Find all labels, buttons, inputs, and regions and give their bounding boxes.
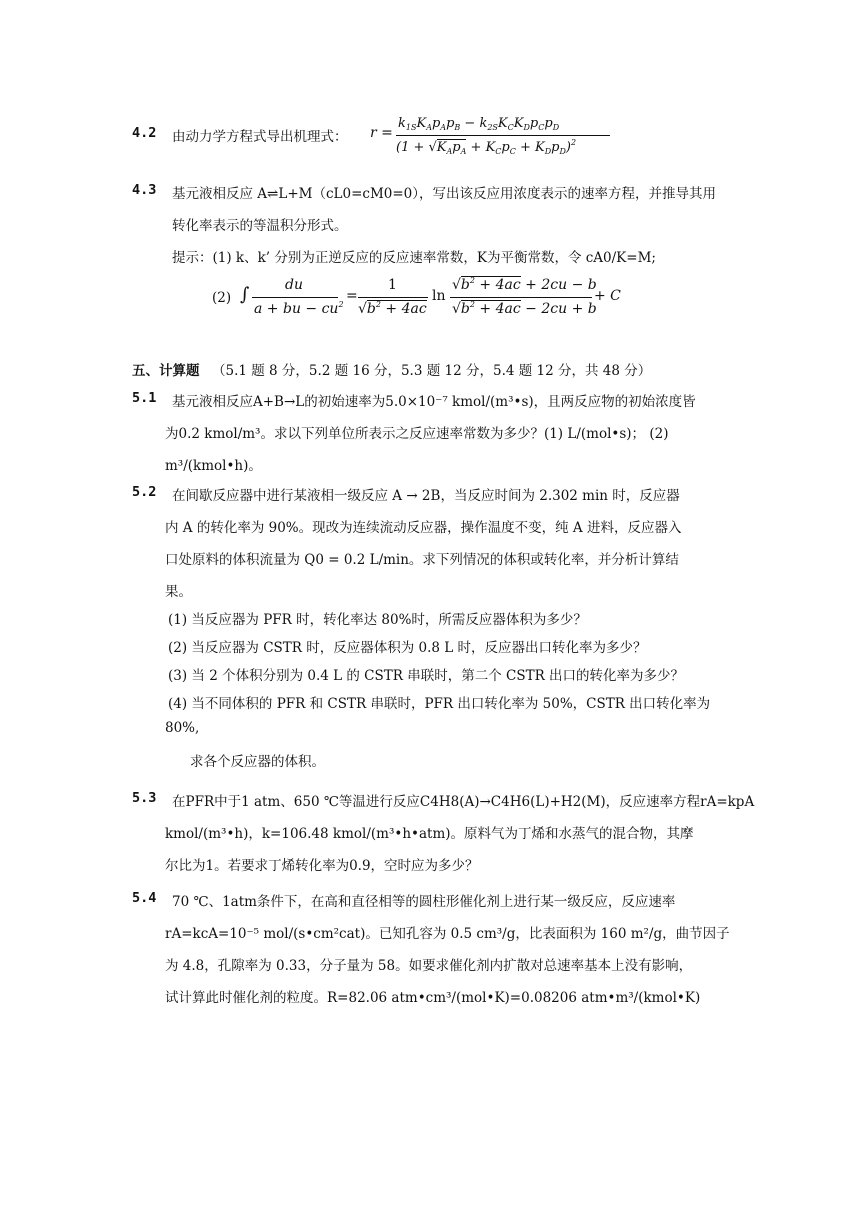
question-line-1: 基元液相反应 A⇌L+M（cL0=cM0=0），写出该反应用浓度表示的速率方程，并推导其用	[172, 186, 717, 202]
sub-question-4-end: 求各个反应器的体积。	[190, 754, 325, 770]
question-line-2: 为0.2 kmol/m³。求以下列单位所表示之反应速率常数为多少？(1) L/(mol•s)； (2)	[165, 426, 669, 442]
question-number: 5.3	[132, 790, 157, 806]
section-title: 五、计算题	[132, 363, 200, 379]
question-line-1: 70 ℃、1atm条件下，在高和直径相等的圆柱形催化剂上进行某一级反应，反应速率	[172, 894, 676, 910]
question-line-1: 在PFR中于1 atm、650 ℃等温进行反应C4H8(A)→C4H6(L)+H2(M)，反应速率方程rA=kpA	[172, 794, 755, 810]
sub-question-4: (4) 当不同体积的 PFR 和 CSTR 串联时，PFR 出口转化率为 50%，CSTR 出口转化率为	[168, 696, 711, 712]
sub-question-3: (3) 当 2 个体积分别为 0.4 L 的 CSTR 串联时，第二个 CSTR 出口的转化率为多少？	[168, 668, 685, 684]
question-line-3: 尔比为1。若要求丁烯转化率为0.9，空时应为多少？	[165, 858, 479, 874]
question-line-4: 果。	[165, 584, 192, 600]
question-number: 5.2	[132, 484, 157, 500]
sub-question-2: (2) 当反应器为 CSTR 时，反应器体积为 0.8 L 时，反应器出口转化率为多少？	[168, 640, 647, 656]
question-line-2: rA=kcA=10⁻⁵ mol/(s•cm²cat)。已知孔容为 0.5 cm³/g，比表面积为 160 m²/g，曲节因子	[165, 926, 730, 942]
question-line-1: 基元液相反应A+B→L的初始速率为5.0×10⁻⁷ kmol/(m³•s)，且两反应物的初始浓度皆	[172, 394, 696, 410]
question-line-3: 口处原料的体积流量为 Q0 = 0.2 L/min。求下列情况的体积或转化率，并分析计算结	[165, 552, 679, 568]
section-score-note: （5.1 题 8 分，5.2 题 16 分，5.3 题 12 分，5.4 题 12 分，共 48 分）	[212, 363, 652, 379]
question-text: 由动力学方程式导出机理式：	[172, 129, 348, 145]
question-line-2: 转化率表示的等温积分形式。	[172, 218, 348, 234]
question-line-2: kmol/(m³•h)，k=106.48 kmol/(m³•h•atm)。原料气为丁烯和水蒸气的混合物，其摩	[165, 826, 694, 842]
question-number: 4.3	[132, 182, 157, 198]
question-line-3: m³/(kmol•h)。	[165, 458, 262, 474]
question-line-2: 内 A 的转化率为 90%。现改为连续流动反应器，操作温度不变，纯 A 进料，反应器入	[165, 520, 682, 536]
hint-label-2: (2)	[212, 290, 232, 306]
sub-question-1: (1) 当反应器为 PFR 时，转化率达 80%时，所需反应器体积为多少？	[168, 612, 587, 628]
question-number: 4.2	[132, 125, 157, 141]
question-number: 5.1	[132, 390, 157, 406]
question-number: 5.4	[132, 890, 157, 906]
question-line-4: 试计算此时催化剂的粒度。R=82.06 atm•cm³/(mol•K)=0.08206 atm•m³/(kmol•K)	[165, 990, 701, 1006]
question-line-3: 为 4.8，孔隙率为 0.33，分子量为 58。如要求催化剂内扩散对总速率基本上没有影响，	[165, 958, 693, 974]
question-line-1: 在间歇反应器中进行某液相一级反应 A → 2B，当反应时间为 2.302 min 时，反应器	[172, 488, 680, 504]
hint-line-1: 提示：(1) k、k’ 分别为正逆反应的反应速率常数，K为平衡常数，令 cA0/K=M;	[172, 250, 656, 266]
sub-question-4-cont: 80%,	[165, 720, 200, 736]
